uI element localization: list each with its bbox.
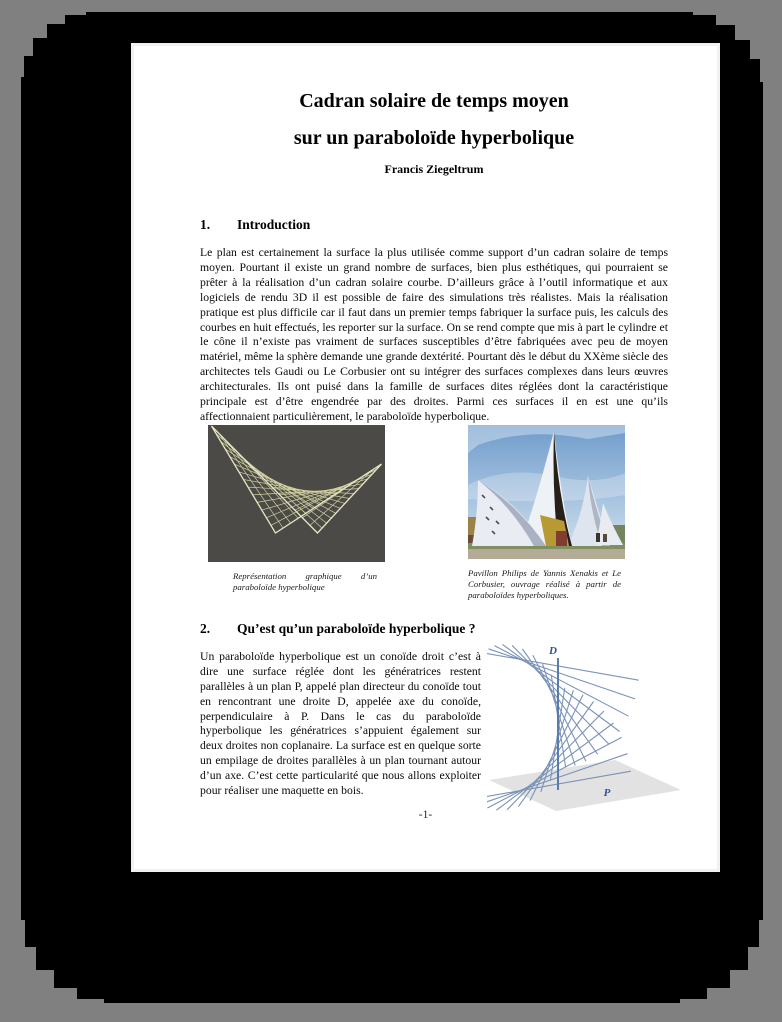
section-1-number: 1. bbox=[200, 217, 211, 232]
section-2-content bbox=[200, 644, 668, 817]
figure-pavilion bbox=[468, 425, 625, 601]
pavilion-caption: Pavillon Philips de Yannis Xenakis et Le Corbusier, ouvrage réalisé à partir de paraboloïdes hyperboliques. bbox=[468, 567, 621, 600]
hypar-caption: Représentation graphique d’un paraboloïde hyperbolique bbox=[233, 570, 377, 592]
pavilion-photo bbox=[468, 425, 625, 559]
section-1-paragraph: Le plan est certainement la surface la plus utilisée comme support d’un cadran solaire de temps moyen. Pourtant il existe un grand nombre de surfaces, bien plus esthétiques, qui pourraient se prêter à la réalisation d’un cadran solaire courbe. D’ailleurs grâce à l’outil informatique et aux logiciels de rendu 3D il est possible de faire des simulations très réalistes. Mais la réalisation pratique est plus difficile car il faut dans un premier temps fabriquer la surface puis, les calculs des courbes en huit effectués, les reporter sur la surface. On se rend compte que mis à part le cylindre et le cône il n’existe pas vraiment de surfaces susceptibles d’être fabriquées avec peu de moyen matériel, même la sphère demande une grande dextérité. Pourtant dès le début du XXème siècle des architectes tels Gaudi ou Le Corbusier ont su intégrer des surfaces complexes dans leurs œuvres architecturales. Ils ont puisé dans la famille de surfaces dites réglées dont la caractéristique principale est d’être engendrée par des droites. Parmi ces surfaces il en est une qu’ils affectionnaient particulièrement, le paraboloïde hyperbolique. bbox=[200, 246, 668, 423]
section-1-heading bbox=[200, 217, 668, 233]
title-line-1: Cadran solaire de temps moyen bbox=[299, 90, 569, 112]
section-1-title: Introduction bbox=[237, 217, 311, 232]
figures-row bbox=[200, 425, 668, 601]
section-2-heading bbox=[200, 621, 668, 637]
figure-hypar bbox=[208, 425, 385, 593]
plane-P bbox=[489, 760, 681, 811]
conoid-diagram bbox=[487, 640, 682, 812]
plane-P-label: P bbox=[603, 786, 611, 799]
document-page bbox=[131, 43, 720, 872]
person bbox=[603, 534, 607, 542]
conoid-diagram-wrap bbox=[487, 640, 682, 817]
section-2-number: 2. bbox=[200, 620, 211, 636]
axis-D-label: D bbox=[549, 644, 557, 657]
author-name: Francis Ziegeltrum bbox=[384, 162, 484, 176]
person bbox=[596, 533, 600, 542]
hypar-render-image bbox=[208, 425, 385, 562]
pavement bbox=[468, 549, 625, 559]
page-number: -1- bbox=[418, 809, 433, 821]
title-line-2: sur un paraboloïde hyperbolique bbox=[293, 127, 575, 149]
red-doors bbox=[556, 531, 567, 546]
section-2-title: Qu’est qu’un paraboloïde hyperbolique ? bbox=[237, 620, 476, 636]
document-title bbox=[200, 83, 668, 157]
section-2-paragraph: Un paraboloïde hyperbolique est un conoïde droit c’est à dire une surface réglée dont les génératrices restent parallèles à un plan P, appelé plan directeur du conoïde tout en rencontrant une droite D, appelée axe du conoïde, perpendiculaire à P. Dans le cas du paraboloïde hyperbolique les génératrices s’appuient également sur deux droites non coplanaire. La surface est en quelque sorte un empilage de droites parallèles à un plan tournant autour d’un axe. C’est cette particularité que nous allons exploiter pour réaliser une maquette en bois. bbox=[200, 649, 481, 798]
